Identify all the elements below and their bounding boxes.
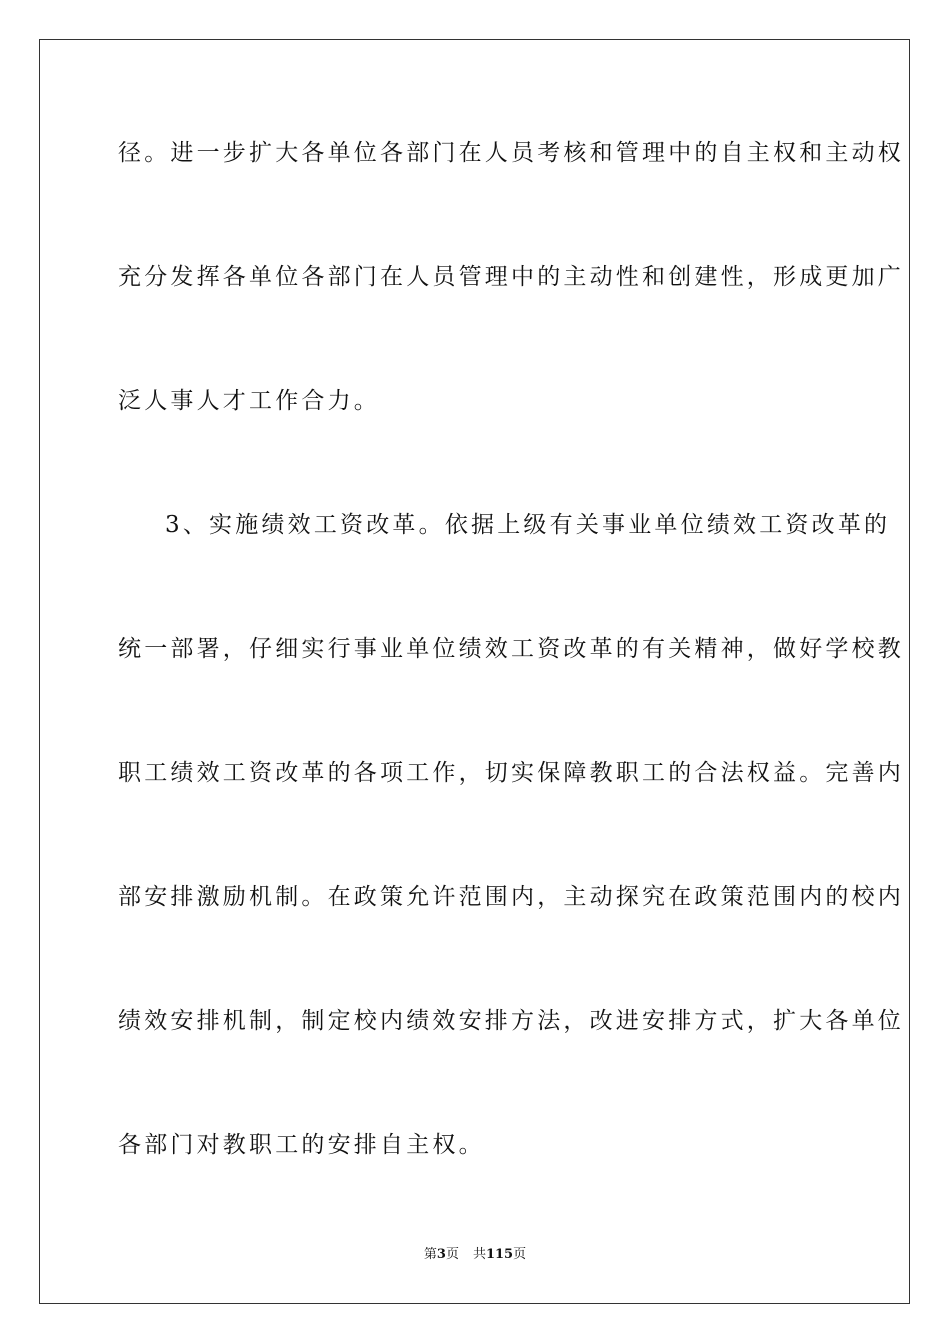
paragraph-line-indented: 3、实施绩效工资改革。依据上级有关事业单位绩效工资改革的 <box>165 512 891 538</box>
total-pages: 115 <box>485 1247 514 1262</box>
paragraph-line: 统一部署，仔细实行事业单位绩效工资改革的有关精神，做好学校教 <box>118 636 904 662</box>
page-number: 3 <box>436 1247 446 1262</box>
paragraph-line: 充分发挥各单位各部门在人员管理中的主动性和创建性，形成更加广 <box>118 264 904 290</box>
total-suffix: 页 <box>513 1247 527 1262</box>
paragraph-line: 泛人事人才工作合力。 <box>118 388 380 414</box>
page-prefix: 第 <box>423 1247 437 1262</box>
page-footer <box>0 1247 950 1263</box>
paragraph-line: 各部门对教职工的安排自主权。 <box>118 1132 485 1158</box>
page-suffix: 页 <box>445 1247 459 1262</box>
paragraph-line: 部安排激励机制。在政策允许范围内，主动探究在政策范围内的校内 <box>118 884 904 910</box>
paragraph-line: 绩效安排机制，制定校内绩效安排方法，改进安排方式，扩大各单位 <box>118 1008 904 1034</box>
paragraph-line: 径。进一步扩大各单位各部门在人员考核和管理中的自主权和主动权 <box>118 140 904 166</box>
page-border <box>39 39 910 1304</box>
total-prefix: 共 <box>472 1247 486 1262</box>
paragraph-line: 职工绩效工资改革的各项工作，切实保障教职工的合法权益。完善内 <box>118 760 904 786</box>
